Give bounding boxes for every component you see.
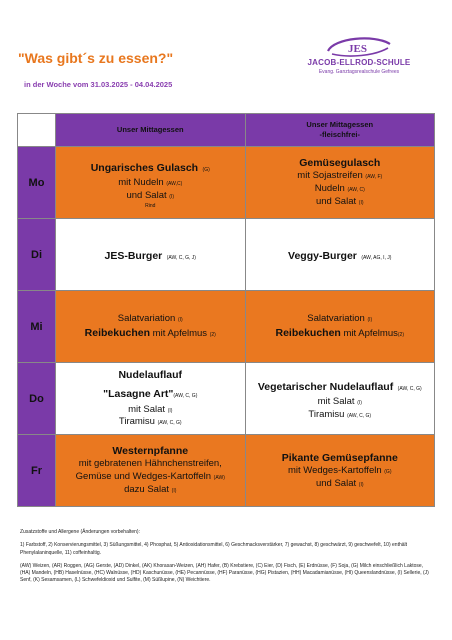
day-row-mo <box>18 147 435 219</box>
menu-cell-vegetarian: Salatvariation (I) Reibekuchen mit Apfelmus(2) <box>245 291 435 363</box>
menu-cell-regular: Westernpfanne mit gebratenen Hähnchenstreifen, Gemüse und Wedges-Kartoffeln (AW) dazu Salat (I) <box>56 435 246 507</box>
day-label: Do <box>18 363 56 435</box>
menu-table <box>17 113 435 507</box>
menu-cell-regular: Ungarisches Gulasch (G) mit Nudeln (AW,C) und Salat (I) Rind <box>56 147 246 219</box>
day-label: Di <box>18 219 56 291</box>
notes-heading: Zusatzstoffe und Allergene (Änderungen vorbehalten): <box>20 529 140 535</box>
menu-cell-vegetarian: Gemüsegulasch mit Sojastreifen (AW, F) Nudeln (AW, C) und Salat (I) <box>245 147 435 219</box>
week-range: in der Woche vom 31.03.2025 - 04.04.2025 <box>24 80 173 89</box>
school-logo <box>294 36 424 86</box>
page-title: "Was gibt´s zu essen?" <box>18 50 174 66</box>
day-row-do <box>18 363 435 435</box>
menu-cell-regular: Nudelauflauf "Lasagne Art"(AW, C, G) mit Salat (I) Tiramisu (AW, C, G) <box>56 363 246 435</box>
menu-cell-vegetarian: Pikante Gemüsepfanne mit Wedges-Kartoffeln (G) und Salat (I) <box>245 435 435 507</box>
menu-cell-regular: Salatvariation (I) Reibekuchen mit Apfelmus (2) <box>56 291 246 363</box>
allergens-list: (AW) Weizen, (AR) Roggen, (AG) Gerste, (AD) Dinkel, (AK) Khorasan-Weizen, (AH) Hafer, (B) Krebstiere, (C) Eier, (D) Fisch, (E) Erdnüsse, (F) Soja, (G) Milch einschließlich Laktose, (HA) Mandeln, (HB) Haselnüsse, (HC) Walnüsse, (HD) Kaschunüsse, (HE) Pecannüsse, (HF) Paranüsse, (HG) Pistazien, (HH) Macadamianüsse, (HI) Queenslandnüsse, (I) Sellerie, (J) Senf, (K) Sesamsamen, (L) Schwefeldioxid und Sulfite, (M) Süßlupine, (N) Weichtiere. <box>20 562 429 584</box>
day-label: Fr <box>18 435 56 507</box>
header-row <box>18 114 435 147</box>
day-row-fr <box>18 435 435 507</box>
day-label: Mi <box>18 291 56 363</box>
menu-cell-regular: JES-Burger (AW, C, G, J) <box>56 219 246 291</box>
school-subtitle: Evang. Ganztagsrealschule Gefrees <box>318 69 400 75</box>
column-header-regular: Unser Mittagessen <box>56 114 246 147</box>
allergen-notes <box>20 529 432 591</box>
column-header-vegetarian: Unser Mittagessen -fleischfrei- <box>245 114 435 147</box>
jes-logo-icon <box>324 36 394 58</box>
school-name: JACOB-ELLROD-SCHULE <box>307 58 411 67</box>
logo-text: JES <box>348 43 367 55</box>
menu-cell-vegetarian: Vegetarischer Nudelauflauf (AW, C, G) mit Salat (I) Tiramisu (AW, C, G) <box>245 363 435 435</box>
day-label: Mo <box>18 147 56 219</box>
day-row-di <box>18 219 435 291</box>
day-row-mi <box>18 291 435 363</box>
menu-cell-vegetarian: Veggy-Burger (AW, AG, I, J) <box>245 219 435 291</box>
additives-list: 1) Farbstoff, 2) Konservierungsmittel, 3) Süßungsmittel, 4) Phosphat, 5) Antioxidationsmittel, 6) Geschmacksverstärker, 7) gewachst, 8) geschwärzt, 9) geschwefelt, 10) enthält Phenylalaninquelle, 11) coffeinhaltig. <box>20 542 408 556</box>
corner-cell <box>18 114 56 147</box>
